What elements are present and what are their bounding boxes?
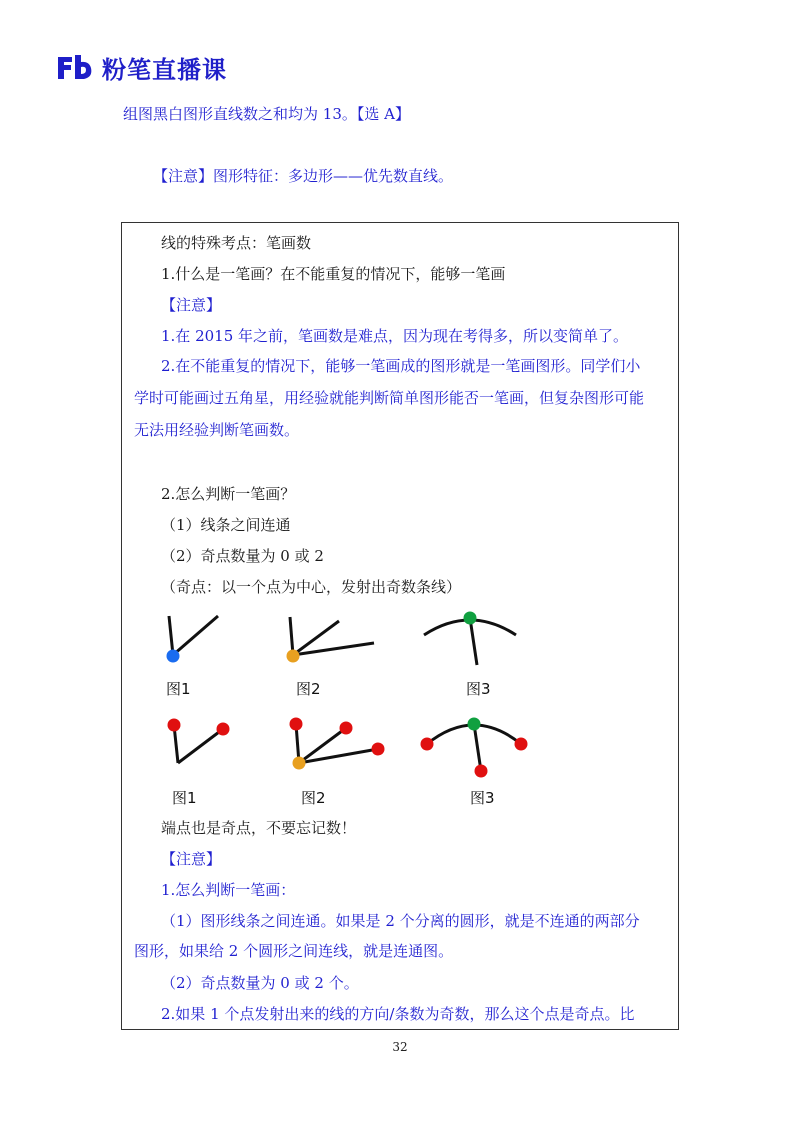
fig-line [173,616,218,655]
note-item-1: 1.在 2015 年之前，笔画数是难点，因为现在考得多，所以变简单了。 [161,327,629,345]
note-item-2-line-2: 学时可能画过五角星，用经验就能判断简单图形能否一笔画，但复杂图形可能 [134,389,645,407]
red-dot [421,738,434,751]
fig-line [169,616,173,655]
fig-line [290,617,293,655]
condition-2: （2）奇点数量为 0 或 2 [161,547,324,565]
odd-point-definition: （奇点：以一个点为中心，发射出奇数条线） [161,578,462,596]
condition-1: （1）线条之间连通 [161,516,291,534]
question-1: 1.什么是一笔画？在不能重复的情况下，能够一笔画 [161,265,506,283]
endpoint-note: 端点也是奇点，不要忘记数！ [161,819,357,837]
note-item-2-line-1: 2.在不能重复的情况下，能够一笔画成的图形就是一笔画图形。同学们小 [161,357,641,375]
caption-row2-1: 图1 [172,789,197,807]
caption-row1-1: 图1 [166,680,191,698]
red-dot [168,719,181,732]
green-dot [468,718,481,731]
figure-row1-2 [282,611,392,667]
green-dot [464,612,477,625]
caption-row1-2: 图2 [296,680,321,698]
note-item-2-line-3: 无法用经验判断笔画数。 [134,421,300,439]
content-box [121,222,679,1030]
note2-item-1: 1.怎么判断一笔画： [161,881,296,899]
figure-row1-3 [420,607,520,671]
question-2: 2.怎么判断一笔画？ [161,485,296,503]
note-label-2: 【注意】 [161,850,222,868]
red-dot [340,722,353,735]
red-dot [290,718,303,731]
brand-name: 粉笔直播课 [102,55,227,84]
figure-row2-2 [280,711,392,781]
figure-row1-1 [162,611,222,667]
fig-line [470,618,477,665]
caption-row2-3: 图3 [470,789,495,807]
red-dot [217,723,230,736]
note2-item-1a-line-2: 图形，如果给 2 个圆形之间连线，就是连通图。 [134,942,454,960]
red-dot [515,738,528,751]
fig-line [474,724,481,771]
caption-row2-2: 图2 [301,789,326,807]
fenbi-logo-icon [56,53,96,81]
note2-item-1b: （2）奇点数量为 0 或 2 个。 [161,974,359,992]
intro-note: 【注意】图形特征：多边形——优先数直线。 [153,167,454,185]
section-title: 线的特殊考点：笔画数 [161,234,312,252]
note2-item-2: 2.如果 1 个点发射出来的线的方向/条数为奇数，那么这个点是奇点。比 [161,1005,635,1023]
brand-logo [56,50,227,84]
caption-row1-3: 图3 [466,680,491,698]
red-dot [475,765,488,778]
figure-row2-3 [418,711,530,783]
answer-conclusion: 组图黑白图形直线数之和均为 13。【选 A】 [123,105,410,123]
figure-row2-1 [162,713,234,773]
blue-dot [167,650,180,663]
orange-dot [293,757,306,770]
orange-dot [287,650,300,663]
red-dot [372,743,385,756]
note2-item-1a-line-1: （1）图形线条之间连通。如果是 2 个分离的圆形，就是不连通的两部分 [161,912,640,930]
fig-line [178,729,223,763]
note-label: 【注意】 [161,296,222,314]
page-number: 32 [392,1040,408,1054]
